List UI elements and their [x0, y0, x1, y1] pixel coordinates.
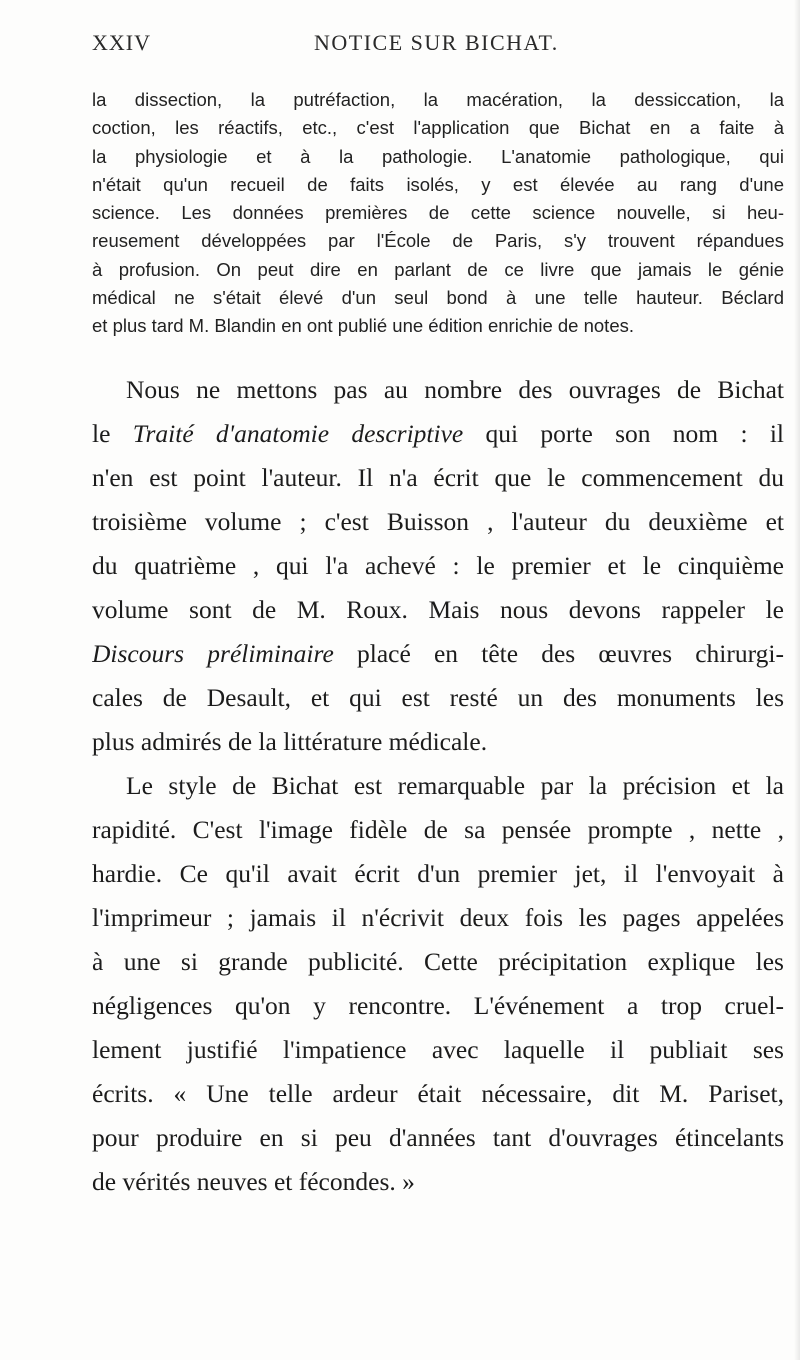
text-segment: à profusion. On peut dire en parlant de ce livre que jamais le génie [92, 258, 784, 280]
text-segment: hardie. Ce qu'il avait écrit d'un premier jet, il l'envoyait à [92, 859, 784, 888]
text-segment: placé en tête des œuvres chirurgi- [333, 639, 784, 668]
text-segment: médical ne s'était élevé d'un seul bond à une telle hauteur. Béclard [92, 287, 784, 309]
text-segment: écrits. « Une telle ardeur était nécessaire, dit M. Pariset, [92, 1079, 784, 1108]
text-segment: lement justifié l'impatience avec laquelle il publiait ses [92, 1035, 784, 1064]
text-segment: cales de Desault, et qui est resté un des monuments les [92, 683, 784, 712]
text-segment: n'en est point l'auteur. Il n'a écrit que le commencement du [92, 463, 784, 492]
text-line [92, 676, 784, 720]
text-line [92, 764, 784, 808]
text-line [92, 1072, 784, 1116]
text-line [92, 852, 784, 896]
text-line [92, 227, 784, 255]
text-line [92, 984, 784, 1028]
text-line [92, 368, 784, 412]
running-title: NOTICE SUR BICHAT. [314, 30, 559, 55]
text-line [92, 1116, 784, 1160]
text-line [92, 1160, 784, 1204]
text-segment: l'imprimeur ; jamais il n'écrivit deux fois les pages appelées [92, 903, 784, 932]
text-segment: coction, les réactifs, etc., c'est l'application que Bichat en a faite à [92, 117, 784, 139]
text-line [92, 1028, 784, 1072]
italic-title: Traité d'anatomie descriptive [132, 419, 464, 448]
text-line [92, 86, 784, 114]
italic-title: Discours préliminaire [92, 639, 334, 668]
running-head [92, 30, 782, 60]
text-line [92, 940, 784, 984]
text-line [92, 114, 784, 142]
paragraph-intro [92, 86, 784, 341]
text-line [92, 500, 784, 544]
text-line [92, 412, 784, 456]
text-segment: science. Les données premières de cette science nouvelle, si heu- [92, 202, 784, 224]
text-line [92, 808, 784, 852]
text-segment: à une si grande publicité. Cette précipitation explique les [92, 947, 784, 976]
page-edge-shadow [794, 0, 800, 1360]
page-folio: XXIV [92, 30, 151, 55]
text-segment: rapidité. C'est l'image fidèle de sa pensée prompte , nette , [92, 815, 784, 844]
text-segment: qui porte son nom : il [463, 419, 784, 448]
text-line [92, 720, 784, 764]
text-line [92, 896, 784, 940]
text-line [92, 171, 784, 199]
text-segment: n'était qu'un recueil de faits isolés, y est élevée au rang d'une [92, 173, 784, 195]
text-line [92, 143, 784, 171]
text-line [92, 256, 784, 284]
text-segment: et plus tard M. Blandin en ont publié une édition enrichie de notes. [92, 315, 635, 337]
text-line [92, 544, 784, 588]
text-segment: la physiologie et à la pathologie. L'anatomie pathologique, qui [92, 145, 784, 167]
paragraphs-main [92, 368, 784, 1204]
text-line [92, 632, 784, 676]
text-segment: le [92, 419, 133, 448]
text-line [92, 284, 784, 312]
text-segment: reusement développées par l'École de Paris, s'y trouvent répandues [92, 230, 784, 252]
text-line [92, 312, 784, 340]
text-line [92, 456, 784, 500]
text-segment: du quatrième , qui l'a achevé : le premier et le cinquième [92, 551, 784, 580]
text-segment: volume sont de M. Roux. Mais nous devons rappeler le [92, 595, 784, 624]
text-line [92, 588, 784, 632]
text-segment: plus admirés de la littérature médicale. [92, 727, 488, 756]
text-segment: négligences qu'on y rencontre. L'événement a trop cruel- [92, 991, 784, 1020]
text-segment: pour produire en si peu d'années tant d'ouvrages étincelants [92, 1123, 784, 1152]
text-segment: la dissection, la putréfaction, la macération, la dessiccation, la [92, 89, 784, 110]
text-segment: Le style de Bichat est remarquable par la précision et la [126, 771, 784, 800]
text-segment: Nous ne mettons pas au nombre des ouvrages de Bichat [126, 375, 784, 404]
text-segment: troisième volume ; c'est Buisson , l'auteur du deuxième et [92, 507, 784, 536]
text-segment: de vérités neuves et fécondes. » [92, 1167, 415, 1196]
text-line [92, 199, 784, 227]
